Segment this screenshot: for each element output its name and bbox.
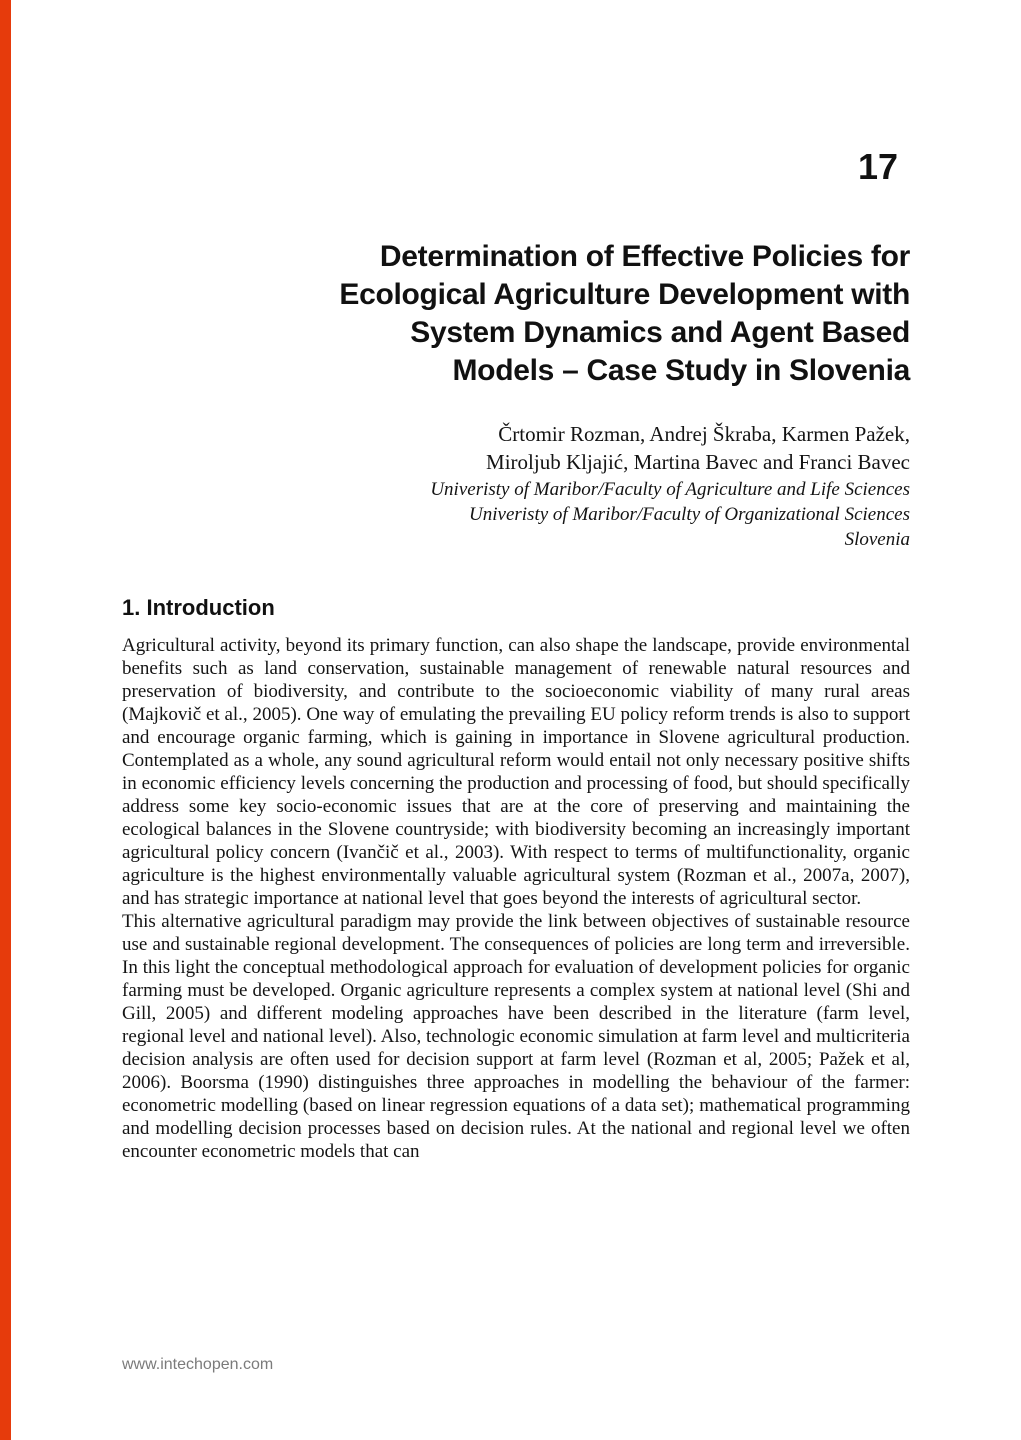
authors-line-1: Črtomir Rozman, Andrej Škraba, Karmen Pažek, bbox=[498, 422, 910, 446]
body-text bbox=[122, 634, 910, 1163]
section-heading: 1. Introduction bbox=[122, 595, 275, 620]
authors-line-2: Miroljub Kljajić, Martina Bavec and Franci Bavec bbox=[486, 450, 910, 474]
chapter-number: 17 bbox=[857, 146, 898, 187]
paragraph: This alternative agricultural paradigm may provide the link between objectives of sustainable resource use and sustainable regional development. The consequences of policies are long term and irreversible. In this light the conceptual methodological approach for evaluation of development policies for organic farming must be developed. Organic agriculture represents a complex system at national level (Shi and Gill, 2005) and different modeling approaches have been described in the literature (farm level, regional level and national level). Also, technologic economic simulation at farm level and multicriteria decision analysis are often used for decision support at farm level (Rozman et al, 2005; Pažek et al, 2006). Boorsma (1990) distinguishes three approaches in modelling the behaviour of the farmer: econometric modelling (based on linear regression equations of a data set); mathematical programming and modelling decision processes based on decision rules. At the national and regional level we often encounter econometric models that can bbox=[122, 911, 910, 1162]
title-line-1: Determination of Effective Policies for bbox=[379, 240, 910, 273]
affiliation-country: Slovenia bbox=[844, 529, 910, 550]
paragraph: Agricultural activity, beyond its primary function, can also shape the landscape, provide environmental benefits such as land conservation, sustainable management of renewable natural resources and preservation of biodiversity, and contribute to the socioeconomic viability of many rural areas (Majkovič et al., 2005). One way of emulating the prevailing EU policy reform trends is also to support and encourage organic farming, which is gaining in importance in Slovene agricultural production. Contemplated as a whole, any sound agricultural reform would entail not only necessary positive shifts in economic efficiency levels concerning the production and processing of food, but should specifically address some key socio-economic issues that are at the core of preserving and maintaining the ecological balances in the Slovene countryside; with biodiversity becoming an increasingly important agricultural policy concern (Ivančič et al., 2003). With respect to terms of multifunctionality, organic agriculture is the highest environmentally valuable agricultural system (Rozman et al., 2007a, 2007), and has strategic importance at national level that goes beyond the interests of agricultural sector. bbox=[122, 635, 910, 909]
accent-stripe bbox=[0, 0, 11, 1440]
footer-url[interactable]: www.intechopen.com bbox=[122, 1356, 274, 1373]
affiliation-line-1: Univeristy of Maribor/Faculty of Agriculture and Life Sciences bbox=[430, 479, 910, 500]
affiliations bbox=[122, 477, 910, 552]
title-line-3: System Dynamics and Agent Based bbox=[410, 316, 910, 349]
title-line-4: Models – Case Study in Slovenia bbox=[452, 354, 910, 387]
affiliation-line-2: Univeristy of Maribor/Faculty of Organizational Sciences bbox=[469, 504, 910, 525]
chapter-title bbox=[122, 238, 910, 390]
authors bbox=[122, 420, 910, 476]
title-line-2: Ecological Agriculture Development with bbox=[339, 278, 910, 311]
